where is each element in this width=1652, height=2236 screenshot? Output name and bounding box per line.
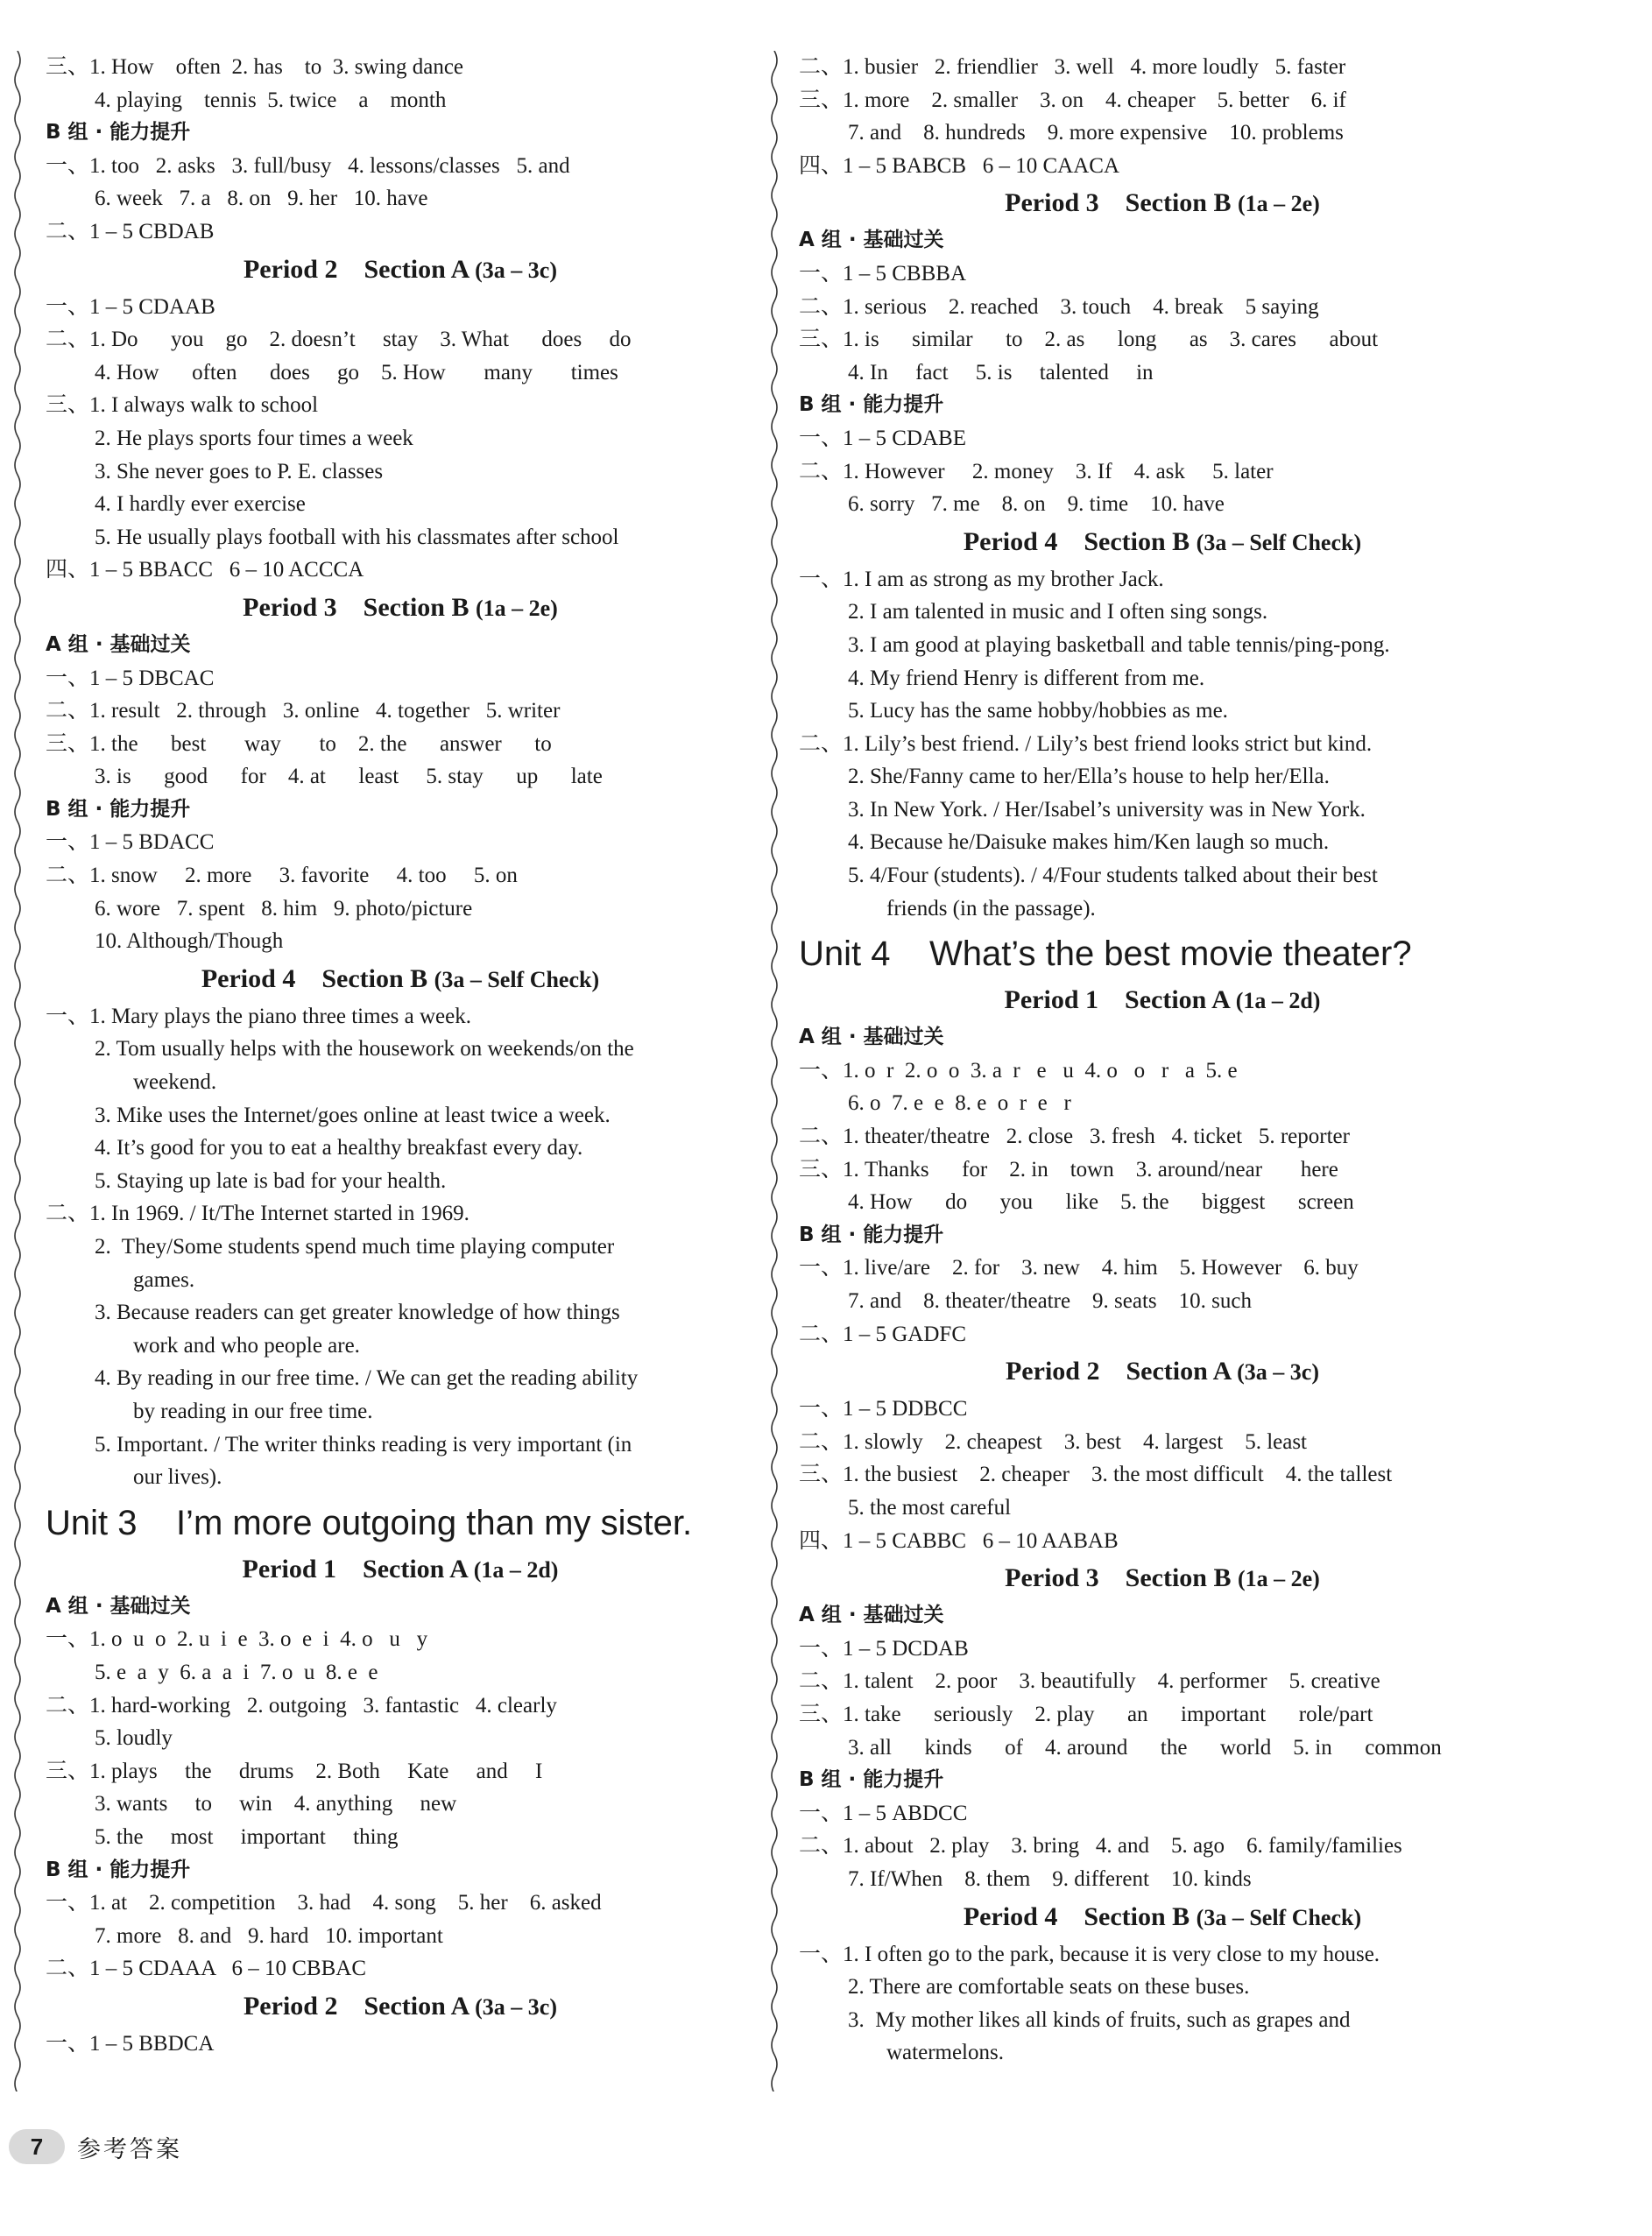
answer-line: 3. My mother likes all kinds of fruits, such as grapes and — [848, 2007, 1351, 2032]
answer-line: 二、1. slowly 2. cheapest 3. best 4. largest 5. least — [799, 1429, 1308, 1454]
period-heading — [799, 1352, 1526, 1391]
period-heading — [46, 1550, 755, 1589]
answer-line: 一、1 – 5 DBCAC — [46, 666, 215, 690]
answer-line: 3. is good for 4. at least 5. stay up late — [95, 765, 603, 789]
period-range: (3a – 3c) — [475, 257, 557, 283]
answer-line: 5. 4/Four (students). / 4/Four students talked about their best — [848, 864, 1378, 888]
answer-line: 3. Because readers can get greater knowledge of how things — [95, 1301, 620, 1325]
answer-line: 3. all kinds of 4. around the world 5. in common — [848, 1735, 1442, 1760]
answer-line: 一、1 – 5 BDACC — [46, 830, 215, 855]
answer-line: weekend. — [133, 1070, 217, 1095]
answer-line: 二、1. about 2. play 3. bring 4. and 5. ago 6. family/families — [799, 1834, 1402, 1859]
period-title: Period 1 Section A — [242, 1554, 468, 1584]
answer-line: 四、1 – 5 BBACC 6 – 10 ACCCA — [46, 558, 364, 582]
answer-line: 一、1. at 2. competition 3. had 4. song 5. her 6. asked — [46, 1891, 602, 1915]
answer-line: 3. Mike uses the Internet/goes online at least twice a week. — [95, 1103, 611, 1127]
answer-line: 5. the most important thing — [95, 1824, 399, 1849]
answer-line: 5. Lucy has the same hobby/hobbies as me. — [848, 699, 1228, 723]
unit-title: Unit 4 What’s the best movie theater? — [799, 935, 1412, 974]
answer-line: 四、1 – 5 BABCB 6 – 10 CAACA — [799, 153, 1120, 178]
period-range: (3a – 3c) — [1237, 1359, 1319, 1386]
period-heading — [799, 981, 1526, 1019]
answer-line: 二、1. However 2. money 3. If 4. ask 5. later — [799, 459, 1274, 483]
answer-line: 10. Although/Though — [95, 929, 284, 954]
answer-line: 一、1. Mary plays the piano three times a week. — [46, 1004, 471, 1028]
answer-line: 2. He plays sports four times a week — [95, 426, 413, 450]
period-range: (1a – 2e) — [1237, 1566, 1320, 1592]
answer-line: 一、1 – 5 CDABE — [799, 426, 966, 450]
group-heading: A 组 · 基础过关 — [799, 1026, 944, 1049]
answer-line: 二、1. talent 2. poor 3. beautifully 4. performer 5. creative — [799, 1669, 1380, 1694]
period-title: Period 4 Section B — [963, 526, 1190, 556]
period-title: Period 3 Section B — [1005, 1563, 1232, 1593]
answer-line: 一、1 – 5 CBBBA — [799, 261, 967, 286]
period-range: (1a – 2e) — [1237, 191, 1320, 217]
period-title: Period 3 Section B — [243, 592, 469, 622]
answer-line: 三、1. more 2. smaller 3. on 4. cheaper 5. better 6. if — [799, 88, 1346, 112]
answer-line: 5. loudly — [95, 1726, 173, 1751]
answer-line: 6. sorry 7. me 8. on 9. time 10. have — [848, 492, 1225, 517]
answer-line: 7. more 8. and 9. hard 10. important — [95, 1923, 443, 1948]
answer-line: 2. They/Some students spend much time playing computer — [95, 1235, 615, 1259]
period-range: (1a – 2e) — [475, 595, 558, 621]
answer-line: 4. In fact 5. is talented in — [848, 360, 1154, 384]
answer-line: 4. How often does go 5. How many times — [95, 360, 618, 384]
answer-line: 7. and 8. hundreds 9. more expensive 10. problems — [848, 121, 1344, 145]
period-heading — [799, 523, 1526, 561]
answer-line: 6. wore 7. spent 8. him 9. photo/picture — [95, 896, 473, 920]
answer-line: our lives). — [133, 1465, 222, 1490]
answer-line: 3. She never goes to P. E. classes — [95, 459, 384, 483]
answer-line: 2. I am talented in music and I often sing songs. — [848, 600, 1268, 624]
answer-line: 二、1. result 2. through 3. online 4. together 5. writer — [46, 699, 561, 723]
answer-line: work and who people are. — [133, 1333, 360, 1358]
unit-title: Unit 3 I’m more outgoing than my sister. — [46, 1503, 693, 1542]
answer-line: 3. wants to win 4. anything new — [95, 1792, 457, 1816]
answer-line: 4. I hardly ever exercise — [95, 492, 306, 517]
answer-line: 一、1 – 5 ABDCC — [799, 1801, 968, 1825]
answer-line: 6. o 7. e e 8. e o r e r — [848, 1091, 1071, 1116]
page-footer — [9, 2127, 182, 2167]
answer-line: 一、1. live/are 2. for 3. new 4. him 5. However 6. buy — [799, 1256, 1359, 1280]
answer-line: 三、1. take seriously 2. play an important role/part — [799, 1702, 1373, 1726]
period-title: Period 2 Section A — [243, 1991, 469, 2021]
answer-line: 一、1 – 5 DCDAB — [799, 1636, 969, 1661]
answer-line: 4. My friend Henry is different from me. — [848, 666, 1205, 690]
answer-line: 四、1 – 5 CABBC 6 – 10 AABAB — [799, 1528, 1119, 1553]
answer-line: 一、1 – 5 BBDCA — [46, 2031, 215, 2056]
answer-line: 7. and 8. theater/theatre 9. seats 10. such — [848, 1289, 1252, 1313]
footer-label: 参考答案 — [77, 2135, 182, 2163]
period-heading — [799, 1898, 1526, 1936]
period-title: Period 3 Section B — [1005, 188, 1232, 218]
answer-line: 二、1. hard-working 2. outgoing 3. fantastic 4. clearly — [46, 1693, 557, 1718]
group-heading: B 组 · 能力提升 — [46, 797, 191, 821]
answer-line: 二、1. serious 2. reached 3. touch 4. break 5 saying — [799, 294, 1319, 319]
group-heading: A 组 · 基础过关 — [46, 632, 191, 656]
answer-line: 5. the most careful — [848, 1495, 1012, 1520]
period-heading — [46, 960, 755, 998]
period-heading — [46, 1987, 755, 2026]
answer-line: 2. There are comfortable seats on these buses. — [848, 1975, 1250, 2000]
period-range: (1a – 2d) — [473, 1556, 559, 1583]
answer-line: watermelons. — [886, 2041, 1004, 2065]
answer-line: friends (in the passage). — [886, 896, 1096, 920]
group-heading: B 组 · 能力提升 — [799, 1768, 944, 1792]
answer-line: 三、1. the best way to 2. the answer to — [46, 731, 552, 756]
answer-line: 三、1. Thanks for 2. in town 3. around/near here — [799, 1157, 1338, 1181]
answer-line: 一、1. I often go to the park, because it is very close to my house. — [799, 1942, 1380, 1966]
answer-line: 3. In New York. / Her/Isabel’s university was in New York. — [848, 797, 1366, 822]
answer-line: 二、1. busier 2. friendlier 3. well 4. more loudly 5. faster — [799, 55, 1346, 79]
answer-line: 4. By reading in our free time. / We can get the reading ability — [95, 1366, 639, 1391]
answer-line: games. — [133, 1267, 195, 1292]
period-heading — [799, 1559, 1526, 1598]
answer-line: 二、1. Lily’s best friend. / Lily’s best friend looks strict but kind. — [799, 731, 1373, 756]
period-title: Period 4 Section B — [963, 1901, 1190, 1931]
period-heading — [46, 250, 755, 289]
answer-line: 二、1. snow 2. more 3. favorite 4. too 5. on — [46, 864, 518, 888]
answer-line: 二、1 – 5 GADFC — [799, 1322, 966, 1346]
answer-line: 二、1 – 5 CBDAB — [46, 219, 215, 243]
answer-line: 二、1. theater/theatre 2. close 3. fresh 4. ticket 5. reporter — [799, 1125, 1350, 1149]
right-column — [799, 51, 1526, 2070]
answer-line: 二、1 – 5 CDAAA 6 – 10 CBBAC — [46, 1957, 367, 1981]
answer-line: 5. Important. / The writer thinks reading is very important (in — [95, 1432, 632, 1457]
period-title: Period 4 Section B — [201, 963, 428, 993]
answer-line: 7. If/When 8. them 9. different 10. kinds — [848, 1866, 1252, 1891]
answer-line: 一、1 – 5 DDBCC — [799, 1397, 968, 1421]
answer-line: 三、1. plays the drums 2. Both Kate and I — [46, 1759, 543, 1783]
group-heading: A 组 · 基础过关 — [46, 1594, 191, 1618]
period-heading — [799, 184, 1526, 222]
answer-line: 一、1. o u o 2. u i e 3. o e i 4. o u y — [46, 1627, 428, 1652]
answer-line: 5. He usually plays football with his classmates after school — [95, 525, 619, 549]
group-heading: B 组 · 能力提升 — [46, 121, 191, 145]
answer-line: 一、1. too 2. asks 3. full/busy 4. lessons/classes 5. and — [46, 153, 570, 178]
answer-line: 6. week 7. a 8. on 9. her 10. have — [95, 187, 428, 211]
answer-line: 一、1 – 5 CDAAB — [46, 294, 215, 319]
left-wavy-border — [11, 51, 25, 2091]
period-range: (3a – Self Check) — [1196, 529, 1362, 555]
column-divider-wavy — [767, 51, 781, 2091]
period-title: Period 2 Section A — [243, 254, 469, 284]
answer-line: 4. Because he/Daisuke makes him/Ken laugh so much. — [848, 830, 1330, 855]
group-heading: A 组 · 基础过关 — [799, 229, 944, 252]
period-title: Period 2 Section A — [1005, 1357, 1231, 1386]
answer-line: 2. She/Fanny came to her/Ella’s house to help her/Ella. — [848, 765, 1330, 789]
answer-line: by reading in our free time. — [133, 1399, 373, 1423]
answer-line: 3. I am good at playing basketball and table tennis/ping-pong. — [848, 632, 1390, 657]
period-range: (1a – 2d) — [1235, 988, 1321, 1014]
left-column — [46, 51, 755, 2060]
group-heading: B 组 · 能力提升 — [46, 1858, 191, 1881]
period-range: (3a – Self Check) — [1196, 1904, 1362, 1930]
answer-line: 4. It’s good for you to eat a healthy breakfast every day. — [95, 1136, 583, 1160]
answer-line: 一、1. o r 2. o o 3. a r e u 4. o o r a 5. e — [799, 1058, 1238, 1083]
answer-line: 4. How do you like 5. the biggest screen — [848, 1190, 1354, 1215]
group-heading: B 组 · 能力提升 — [799, 393, 944, 417]
period-title: Period 1 Section A — [1004, 985, 1230, 1015]
page-number: 7 — [9, 2129, 65, 2164]
answer-line: 4. playing tennis 5. twice a month — [95, 88, 447, 112]
group-heading: B 组 · 能力提升 — [799, 1223, 944, 1246]
answer-line: 二、1. Do you go 2. doesn’t stay 3. What does do — [46, 328, 632, 352]
group-heading: A 组 · 基础过关 — [799, 1604, 944, 1627]
answer-line: 三、1. I always walk to school — [46, 393, 319, 418]
answer-line: 三、1. How often 2. has to 3. swing dance — [46, 55, 464, 79]
answer-line: 三、1. is similar to 2. as long as 3. cares about — [799, 328, 1379, 352]
period-range: (3a – Self Check) — [434, 966, 600, 992]
answer-line: 三、1. the busiest 2. cheaper 3. the most difficult 4. the tallest — [799, 1463, 1393, 1487]
answer-line: 二、1. In 1969. / It/The Internet started in 1969. — [46, 1202, 469, 1226]
answer-line: 2. Tom usually helps with the housework on weekends/on the — [95, 1037, 634, 1062]
period-range: (3a – 3c) — [475, 1993, 557, 2020]
answer-line: 5. e a y 6. a a i 7. o u 8. e e — [95, 1660, 378, 1684]
answer-line: 5. Staying up late is bad for your health. — [95, 1168, 447, 1193]
answer-line: 一、1. I am as strong as my brother Jack. — [799, 567, 1164, 591]
period-heading — [46, 589, 755, 627]
